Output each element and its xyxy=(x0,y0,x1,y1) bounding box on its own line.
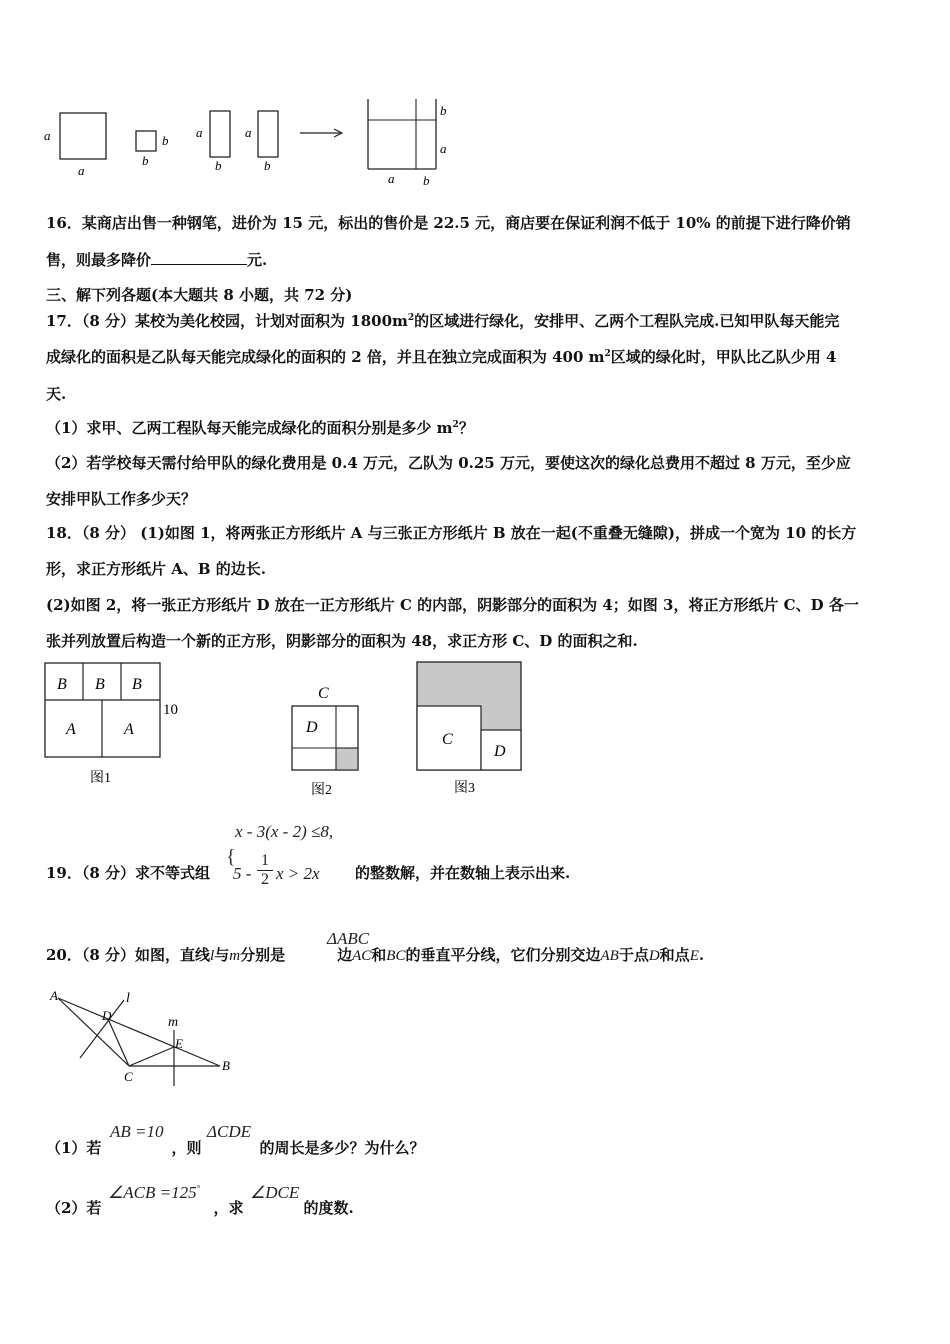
superscript: 2 xyxy=(452,420,459,430)
fig2-d-label: D xyxy=(306,719,318,736)
fig1-caption: 图1 xyxy=(90,771,111,786)
q17-sub1-a: （1）求甲、乙两工程队每天能完成绿化的面积分别是多少 m xyxy=(46,419,453,437)
figure-3 xyxy=(414,660,526,798)
q20-end: . xyxy=(698,946,705,964)
q17-line1-b: 的区域进行绿化，安排甲、乙两个工程队完成.已知甲队每天能完 xyxy=(414,312,840,330)
q16-line1: 16．某商店出售一种钢笔，进价为 15 元，标出的售价是 22.5 元，商店要在保证利润不低于 10% 的前提下进行降价销 xyxy=(46,214,851,232)
section-heading: 三、解下列各题(本大题共 8 小题，共 72 分) xyxy=(46,286,353,304)
q16-line2-text: 售，则最多降价 xyxy=(46,251,152,269)
q20-sub1-post: 的周长是多少？为什么？ xyxy=(259,1139,425,1157)
figure-2 xyxy=(288,684,368,802)
q20-triangle-figure xyxy=(44,986,244,1086)
superscript: 2 xyxy=(604,349,611,359)
label-rect1-a: a xyxy=(196,125,203,140)
label-bottom-b: b xyxy=(142,153,149,168)
q19-inequality-2-right: x > 2x xyxy=(276,864,320,883)
degree-sign: ° xyxy=(196,1183,201,1194)
figure-1 xyxy=(44,662,194,788)
q19-frac-num: 1 xyxy=(257,852,273,871)
fig1-width-label: 10 xyxy=(163,702,178,718)
q20-e: E xyxy=(689,948,699,964)
label-m: m xyxy=(168,1015,179,1030)
q20-sub2-post: 的度数. xyxy=(303,1199,354,1217)
q20-sub2-angle: ∠DCE xyxy=(250,1183,300,1202)
fig3-d-label: D xyxy=(494,743,506,760)
q20-post2: 的垂直平分线，它们分别交边 xyxy=(405,946,601,964)
q20-ab: AB xyxy=(600,948,619,964)
point-a: A xyxy=(50,988,58,1003)
fig2-shaded xyxy=(336,748,358,770)
fig3-c-label: C xyxy=(442,731,453,748)
q17-line1 xyxy=(46,310,839,331)
q20-sub1 xyxy=(46,1137,424,1158)
square-a xyxy=(60,113,106,159)
fig1-b1: B xyxy=(57,676,67,693)
q20-mid1: 与 xyxy=(214,946,230,964)
q20-sub2-pre: （2）若 xyxy=(46,1199,102,1217)
q20-d: D xyxy=(648,948,660,964)
point-e: E xyxy=(175,1036,183,1051)
rect-ab-1 xyxy=(210,111,230,157)
label-side-a: a xyxy=(44,128,51,143)
q19-inequality-1: x - 3(x - 2) ≤8, xyxy=(235,822,334,841)
q18-line3: (2)如图 2，将一张正方形纸片 D 放在一正方形纸片 C 的内部，阴影部分的面积为 4；如图 3，将正方形纸片 C、D 各一 xyxy=(46,596,859,614)
answer-blank xyxy=(151,250,247,265)
q20-triangle-abc: ΔABC xyxy=(327,929,370,948)
point-d: D xyxy=(102,1008,112,1023)
q20-post1: 边 xyxy=(337,946,353,964)
q20-sub2-mid: ，求 xyxy=(213,1199,244,1217)
superscript: 2 xyxy=(407,313,415,323)
q20-line xyxy=(46,944,704,965)
q18-line4: 张并列放置后构造一个新的正方形，阴影部分的面积为 48，求正方形 C、D 的面积之和. xyxy=(46,632,638,650)
label-combined-a-bottom: a xyxy=(388,171,395,186)
q17-sub1 xyxy=(46,417,474,438)
q17-line1-a: 17．（8 分）某校为美化校园，计划对面积为 1800m xyxy=(46,312,408,330)
q17-sub2-line2: 安排甲队工作多少天？ xyxy=(46,490,197,508)
fig2-c-label: C xyxy=(318,685,329,702)
rect-ab-2 xyxy=(258,111,278,157)
fig2-caption: 图2 xyxy=(311,783,332,798)
square-b xyxy=(136,131,156,151)
q17-line2-b: 区域的绿化时，甲队比乙队少用 4 xyxy=(610,348,837,366)
q19-brace: { xyxy=(226,846,236,868)
fig1-a2: A xyxy=(124,721,134,738)
q20-and1: 和 xyxy=(371,946,387,964)
q17-sub2-line1: （2）若学校每天需付给甲队的绿化费用是 0.4 万元，乙队为 0.25 万元，要使这次的绿化总费用不超过 8 万元，至少应 xyxy=(46,454,851,472)
q20-l: l xyxy=(210,948,215,964)
fig3-caption: 图3 xyxy=(454,781,475,796)
q20-mid2: 分别是 xyxy=(240,946,286,964)
point-c: C xyxy=(124,1069,133,1084)
q20-sub2 xyxy=(46,1197,354,1218)
q17-line2-a: 成绿化的面积是乙队每天能完成绿化的面积的 2 倍，并且在独立完成面积为 400 m xyxy=(46,348,605,366)
label-rect2-a: a xyxy=(245,125,252,140)
fig1-a1: A xyxy=(66,721,76,738)
q20-sub1-triangle: ΔCDE xyxy=(207,1122,251,1141)
label-l: l xyxy=(126,991,130,1006)
q18-line2: 形，求正方形纸片 A、B 的边长. xyxy=(46,560,266,578)
label-side-b: b xyxy=(162,133,169,148)
q17-line2 xyxy=(46,346,836,367)
q20-bc: BC xyxy=(386,948,406,964)
q19-frac-den: 2 xyxy=(261,871,269,888)
label-combined-b-top: b xyxy=(440,103,447,118)
q20-m: m xyxy=(229,948,241,964)
point-b: B xyxy=(222,1058,230,1073)
fig1-b3: B xyxy=(132,676,142,693)
q17-line3: 天. xyxy=(46,385,67,403)
label-combined-b-bottom: b xyxy=(423,173,430,187)
label-combined-a-right: a xyxy=(440,141,447,156)
q20-sub1-math: AB =10 xyxy=(110,1122,164,1141)
q17-sub1-b: ？ xyxy=(458,419,474,437)
q20-sub2-angle-acb: ∠ACB =125 xyxy=(108,1183,197,1202)
q19-label: 19．（8 分）求不等式组 xyxy=(46,864,211,882)
fig1-b2: B xyxy=(95,676,105,693)
segment-ec xyxy=(129,1047,174,1066)
q19-inequality-2-left: 5 - xyxy=(233,864,252,883)
label-bottom-a: a xyxy=(78,163,85,178)
q19-after: 的整数解，并在数轴上表示出来. xyxy=(355,864,571,882)
label-rect1-b: b xyxy=(215,158,222,173)
q19-fraction xyxy=(257,852,273,889)
q16-line2 xyxy=(46,249,267,270)
q20-sub1-mid: ，则 xyxy=(171,1139,202,1157)
label-rect2-b: b xyxy=(264,158,271,173)
q20-sub1-pre: （1）若 xyxy=(46,1139,102,1157)
q18-line1: 18．（8 分） (1)如图 1，将两张正方形纸片 A 与三张正方形纸片 B 放在一起(不重叠无缝隙)，拼成一个宽为 10 的长方 xyxy=(46,524,857,542)
q20-pre: 20．（8 分）如图，直线 xyxy=(46,946,211,964)
q20-post3: 于点 xyxy=(618,946,649,964)
q20-and2: 和点 xyxy=(659,946,690,964)
tiles-figure xyxy=(40,95,460,187)
q16-line2-unit: 元. xyxy=(247,251,268,269)
q20-ac: AC xyxy=(352,948,372,964)
